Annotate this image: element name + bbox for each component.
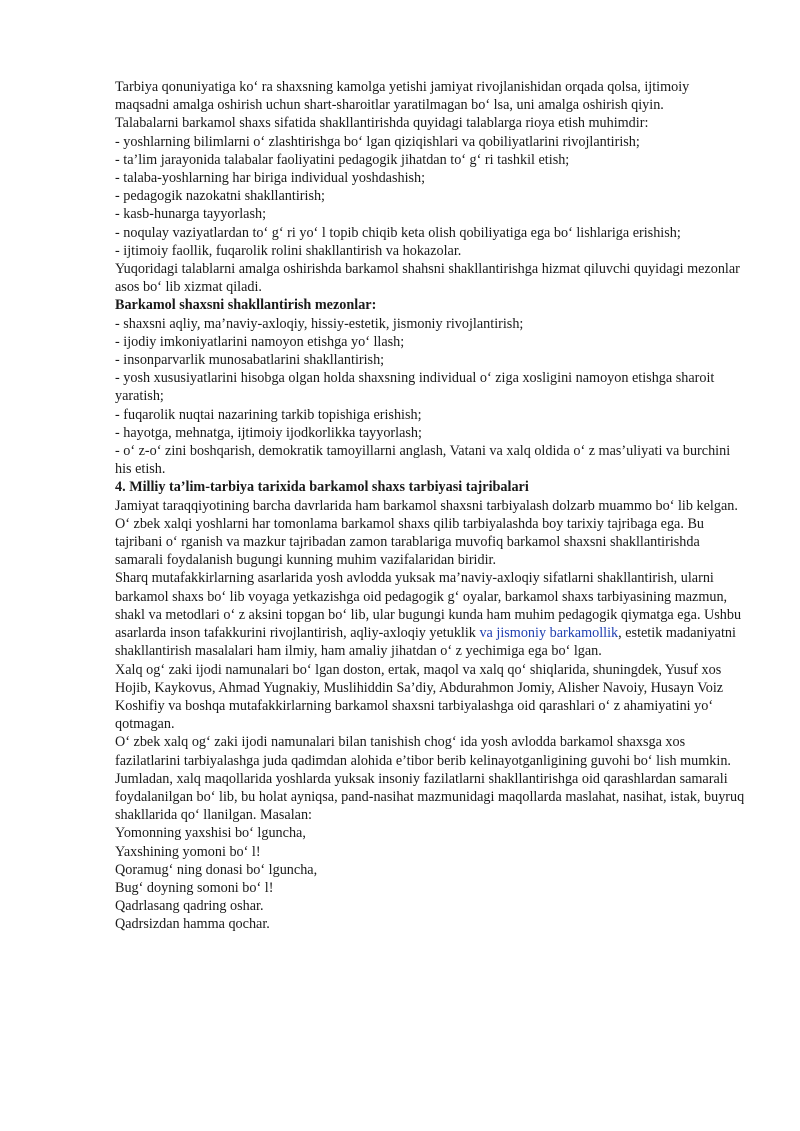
list-item: - pedagogik nazokatni shakllantirish; [115, 188, 325, 205]
paragraph-section4-1: Jamiyat taraqqiyotining barcha davrlarida ham barkamol shaxsni tarbiyalash dolzarb muammo bo‘ lib kelgan. O‘ zbek xalqi yoshlarni har tomonlama barkamol shaxs qilib tarbiyalashda boy tarixiy tajribaga ega. Bu tajribani o‘ rganish va mazkur tajribadan zamon tarablariga muvofiq barkamol shaxsni shakllantirishda samarali foydalanish bugungi kunning muhim vazifalaridan biridir. [115, 497, 738, 569]
heading-section-4: 4. Milliy ta’lim-tarbiya tarixida barkamol shaxs tarbiyasi tajribalari [115, 479, 529, 496]
paragraph-section4-3: Xalq og‘ zaki ijodi namunalari bo‘ lgan doston, ertak, maqol va xalq qo‘ shiqlarida, shuningdek, Yusuf xos Hojib, Kaykovus, Ahmad Yugnakiy, Muslihiddin Sa’diy, Abdurahmon Jomiy, Alisher Navoiy, Husayn Voiz Koshifiy va boshqa mutafakkirlarning barkamol shaxsni tarbiyalashga oid qarashlari o‘ z ahamiyatini yo‘ qotmagan. [115, 661, 724, 733]
criteria-item: - insonparvarlik munosabatlarini shakllantirish; [115, 352, 385, 369]
paragraph-section4-4: O‘ zbek xalq og‘ zaki ijodi namunalari bilan tanishish chog‘ ida yosh avlodda barkamol shaxsga xos fazilatlarini tarbiyalashga juda qadimdan alohida e’tibor berib kelinayotganligining guvohi bo‘ lish mumkin. Jumladan, xalq maqollarida yoshlarda yuksak insoniy fazilatlarni shakllantirishga oid qarashlardan samarali foydalanilgan bo‘ lib, bu holat ayniqsa, pand-nasihat mazmunidagi maqollarda maslahat, nasihat, istak, buyruq shakllarida qo‘ llanilgan. Masalan: [115, 734, 745, 824]
list-item: - yoshlarning bilimlarni o‘ zlashtirishga bo‘ lgan qiziqishlari va qobiliyatlarini rivojlantirish; [115, 133, 640, 150]
paragraph-text: Sharq mutafakkirlarning asarlarida yosh avlodda yuksak ma’naviy-axloqiy sifatlarni shakllantirish, ularni barkamol shaxs bo‘ lib voyaga yetkazishga oid pedagogik g‘ oyalar, barkamol shaxs tarbiyasining mazmun, shakl va metodlari o‘ z aksini topgan bo‘ lib, ular bugungi kunda ham muhim pedagogik qiymatga ega. Ushbu asarlarda inson tafakkurini rivojlantirish, aqliy-axloqiy yetuklik [115, 570, 742, 642]
hyperlink-jismoniy-barkamollik[interactable]: va jismoniy barkamollik [479, 625, 619, 642]
paragraph-requirements-lead: Talabalarni barkamol shaxs sifatida shakllantirishda quyidagi talablarga rioya etish muhimdir: [115, 115, 649, 132]
criteria-item: - fuqarolik nuqtai nazarining tarkib topishiga erishish; [115, 406, 422, 423]
poem-line: Yomonning yaxshisi bo‘ lguncha, [115, 825, 306, 842]
poem-line: Qoramug‘ ning donasi bo‘ lguncha, [115, 861, 318, 878]
heading-criteria: Barkamol shaxsni shakllantirish mezonlar: [115, 297, 377, 314]
list-item: - ta’lim jarayonida talabalar faoliyatini pedagogik jihatdan to‘ g‘ ri tashkil etish; [115, 151, 570, 168]
paragraph-intro: Tarbiya qonuniyatiga ko‘ ra shaxsning kamolga yetishi jamiyat rivojlanishidan orqada qolsa, ijtimoiy maqsadni amalga oshirish uchun shart-sharoitlar yaratilmagan bo‘ lsa, uni amalga oshirish qiyin. [115, 79, 690, 114]
paragraph-section4-2 [115, 569, 745, 660]
document-page [115, 78, 745, 934]
list-item: - kasb-hunarga tayyorlash; [115, 206, 267, 223]
list-item: - ijtimoiy faollik, fuqarolik rolini shakllantirish va hokazolar. [115, 242, 462, 259]
criteria-item: - o‘ z-o‘ zini boshqarish, demokratik tamoyillarni anglash, Vatani va xalq oldida o‘ z mas’uliyati va burchini his etish. [115, 443, 731, 478]
poem-line: Bug‘ doyning somoni bo‘ l! [115, 879, 274, 896]
poem-line: Qadrlasang qadring oshar. [115, 898, 264, 915]
paragraph-criteria-lead: Yuqoridagi talablarni amalga oshirishda barkamol shahsni shakllantirishga hizmat qiluvchi quyidagi mezonlar asos bo‘ lib xizmat qiladi. [115, 261, 740, 296]
poem-line: Yaxshining yomoni bo‘ l! [115, 843, 261, 860]
criteria-item: - shaxsni aqliy, ma’naviy-axloqiy, hissiy-estetik, jismoniy rivojlantirish; [115, 315, 524, 332]
criteria-item: - hayotga, mehnatga, ijtimoiy ijodkorlikka tayyorlash; [115, 424, 422, 441]
poem-line: Qadrsizdan hamma qochar. [115, 916, 270, 933]
list-item: - talaba-yoshlarning har biriga individual yoshdashish; [115, 170, 426, 187]
list-item: - noqulay vaziyatlardan to‘ g‘ ri yo‘ l topib chiqib keta olish qobiliyatiga ega bo‘ lishlariga erishish; [115, 224, 681, 241]
criteria-item: - yosh xususiyatlarini hisobga olgan holda shaxsning individual o‘ ziga xosligini namoyon etishga sharoit yaratish; [115, 370, 715, 405]
criteria-item: - ijodiy imkoniyatlarini namoyon etishga yo‘ llash; [115, 333, 405, 350]
paragraph-text: , estetik madaniyatni shakllantirish masalalari ham ilmiy, ham amaliy jihatdan o‘ z yechimiga ega bo‘ lgan. [115, 625, 736, 660]
